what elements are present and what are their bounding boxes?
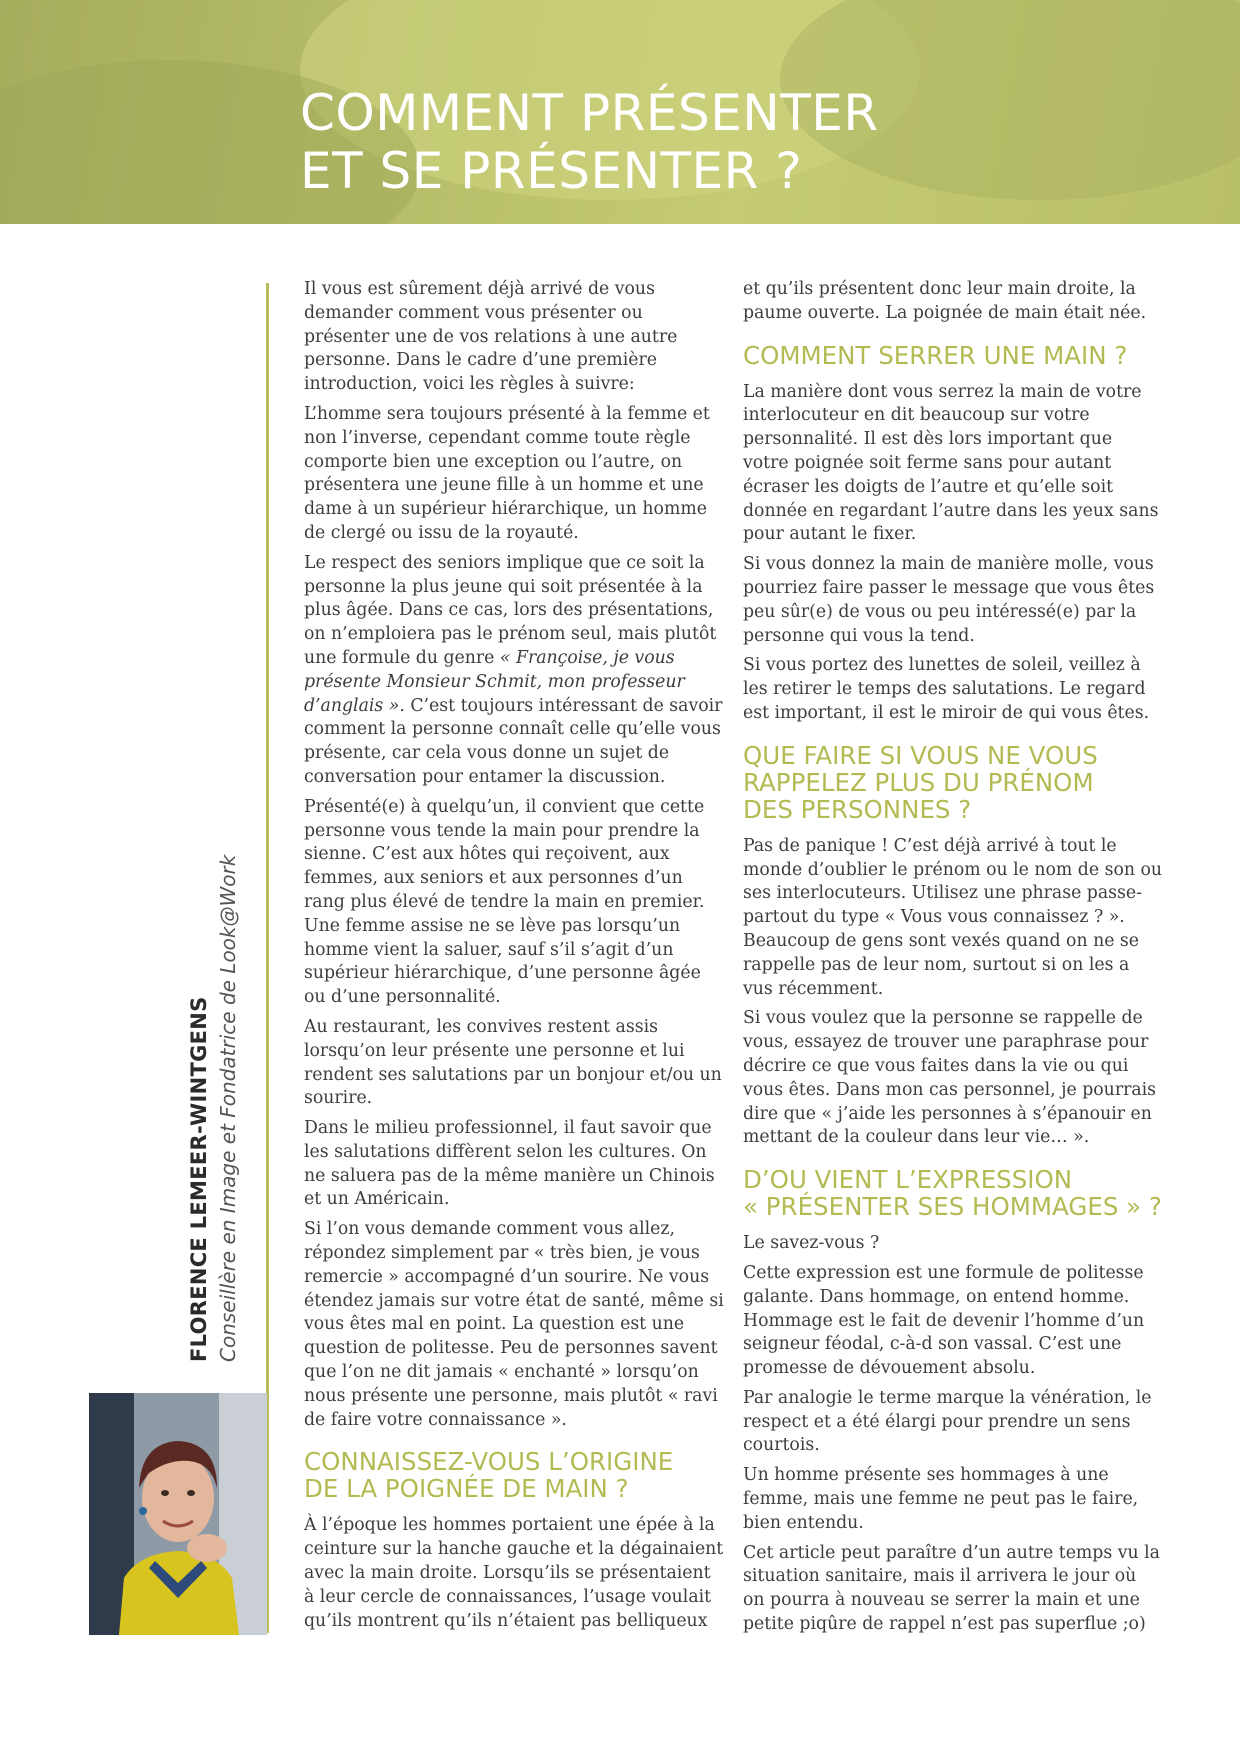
paragraph: Un homme présente ses hommages à une femme, mais une femme ne peut pas le faire, bien entendu.: [743, 1465, 1139, 1533]
paragraph: Pas de panique ! C’est déjà arrivé à tout le monde d’oublier le prénom ou le nom de son ou ses interlocuteurs. Utilisez une phrase passe-partout du type « Vous vous connaissez ? ». Beaucoup de gens sont vexés quand on ne se rappelle pas de leur nom, surtout si on les a vus récemment.: [743, 835, 1163, 999]
paragraph: Par analogie le terme marque la vénération, le respect et a été élargi pour prendre un sens courtois.: [743, 1387, 1152, 1456]
section-heading-origin: [304, 1448, 724, 1502]
paragraph: Le savez-vous ?: [743, 1233, 880, 1254]
paragraph: Cet article peut paraître d’un autre temps vu la situation sanitaire, mais il arrivera le jour où on pourra à nouveau se serrer la main et une petite piqûre de rappel n’est pas superflue ;o): [743, 1542, 1160, 1635]
section-heading-forgot-name: [743, 742, 1163, 823]
section-heading-line: DES PERSONNES ?: [743, 794, 972, 824]
section-heading-line: RAPPELEZ PLUS DU PRÉNOM: [743, 767, 1094, 797]
paragraph: Dans le milieu professionnel, il faut savoir que les salutations diffèrent selon les cultures. On ne saluera pas de la même manière un Chinois et un Américain.: [304, 1118, 715, 1210]
section-heading-handshake: COMMENT SERRER UNE MAIN ?: [743, 340, 1128, 370]
paragraph: et qu’ils présentent donc leur main droite, la paume ouverte. La poignée de main était née.: [743, 279, 1147, 323]
paragraph-text: C’est toujours intéressant de savoir comment la personne connaît celle qu’elle vous présente, car cela vous donne un sujet de conversation pour entamer la discussion.: [304, 695, 723, 787]
author-role: Conseillère en Image et Fondatrice de Look@Work: [216, 854, 240, 1362]
paragraph: [304, 552, 724, 790]
paragraph: L’homme sera toujours présenté à la femme et non l’inverse, cependant comme toute règle comporte bien une exception ou l’autre, on présentera une jeune fille à un homme et une dame à un supérieur hiérarchique, un homme de clergé ou issu de la royauté.: [304, 403, 710, 543]
paragraph: À l’époque les hommes portaient une épée à la ceinture sur la hanche gauche et la dégainaient avec la main droite. Lorsqu’ils se présentaient à leur cercle de connaissances, l’usage voulait qu’ils montrent qu’ils n’étaient pas belliqueux: [304, 1515, 724, 1631]
paragraph: Si vous donnez la main de manière molle, vous pourriez faire passer le message que vous êtes peu sûr(e) de vous ou peu intéressé(e) par la personne qui vous la tend.: [743, 554, 1155, 646]
section-heading-line: DE LA POIGNÉE DE MAIN ?: [304, 1474, 629, 1504]
paragraph: Cette expression est une formule de politesse galante. Dans hommage, on entend homme. Hommage est le fait de devenir l’homme d’un seigneur féodal, c-à-d son vassal. C’est une promesse de dévouement absolu.: [743, 1262, 1145, 1379]
paragraph: La manière dont vous serrez la main de votre interlocuteur en dit beaucoup sur votre personnalité. Il est dès lors important que votre poignée soit ferme sans pour autant écraser les doigts de l’autre et qu’elle soit donnée en regardant l’autre dans les yeux sans pour autant le fixer.: [743, 381, 1159, 545]
author-portrait: [89, 1393, 267, 1635]
example-quote: « Françoise, je vous présente Monsieur Schmit, mon professeur d’anglais ».: [304, 647, 685, 716]
paragraph: Au restaurant, les convives restent assis lorsqu’on leur présente une personne et lui rendent ses salutations par un bonjour et/ou un sourire.: [304, 1016, 722, 1109]
paragraph: Présenté(e) à quelqu’un, il convient que cette personne vous tende la main pour prendre la sienne. C’est aux hôtes qui reçoivent, aux femmes, aux seniors et aux personnes d’un rang plus élevé de tendre la main en premier. Une femme assise ne se lève pas lorsqu’un homme vient la saluer, sauf s’il s’agit d’un supérieur hiérarchique, d’une personne âgée ou d’une personnalité.: [304, 796, 705, 1008]
section-heading-hommages: [743, 1166, 1163, 1220]
section-heading-line: « PRÉSENTER SES HOMMAGES » ?: [743, 1192, 1162, 1222]
author-portrait-illustration: [89, 1393, 267, 1635]
page-title-line1: COMMENT PRÉSENTER: [300, 84, 879, 142]
page-title-line2: ET SE PRÉSENTER ?: [300, 142, 803, 200]
paragraph: Il vous est sûrement déjà arrivé de vous demander comment vous présenter ou présenter une de vos relations à une autre personne. Dans le cadre d’une première introduction, voici les règles à suivre:: [304, 279, 678, 395]
author-name: FLORENCE LEMEER-WINTGENS: [187, 996, 211, 1362]
paragraph: Si vous voulez que la personne se rappelle de vous, essayez de trouver une paraphrase pour décrire ce que vous faites dans la vie ou qui vous êtes. Dans mon cas personnel, je pourrais dire que « j’aide les personnes à s’épanouir en mettant de la couleur dans leur vie… ».: [743, 1008, 1157, 1148]
section-heading-line: CONNAISSEZ-VOUS L’ORIGINE: [304, 1447, 674, 1477]
article-column-left: [304, 278, 724, 1639]
section-heading-line: D’OU VIENT L’EXPRESSION: [743, 1165, 1073, 1195]
header-banner: [0, 0, 1240, 224]
paragraph: Si l’on vous demande comment vous allez, répondez simplement par « très bien, je vous remercie » accompagné d’un sourire. Ne vous étendez jamais sur votre état de santé, même si vous êtes mal en point. La question est une question de politesse. Peu de personnes savent que l’on ne dit jamais « enchanté » lorsqu’on nous présente une personne, mais plutôt « ravi de faire votre connaissance ».: [304, 1219, 724, 1430]
author-byline: [185, 855, 243, 1362]
paragraph: Si vous portez des lunettes de soleil, veillez à les retirer le temps des salutations. Le regard est important, il est le miroir de qui vous êtes.: [743, 655, 1150, 723]
page-title: [300, 84, 879, 200]
section-heading-line: QUE FAIRE SI VOUS NE VOUS: [743, 740, 1098, 770]
paragraph-text: Le respect des seniors implique que ce soit la personne la plus jeune qui soit présentée à la plus âgée. Dans ce cas, lors des présentations, on n’emploiera pas le prénom seul, mais plutôt une formule du genre: [304, 552, 717, 668]
article-column-right: [743, 278, 1163, 1643]
